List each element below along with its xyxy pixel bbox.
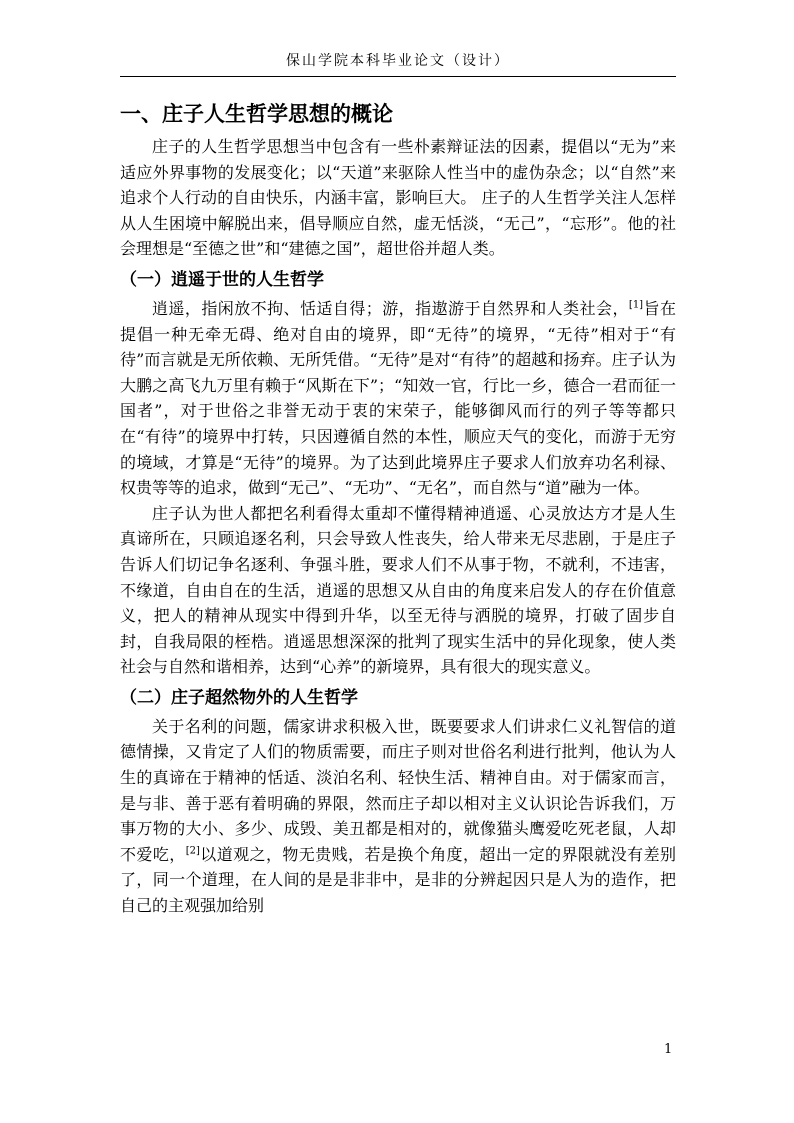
subsection-1-paragraph-1 bbox=[120, 296, 676, 501]
section-title: 一、庄子人生哲学思想的概论 bbox=[120, 102, 393, 126]
page-body bbox=[120, 98, 676, 919]
subsection-1-paragraph-2: 庄子认为世人都把名利看得太重却不懂得精神逍遥、心灵放达方才是人生真谛所在，只顾追逐名利，只会导致人性丧失，给人带来无尽悲剧，于是庄子告诉人们切记争名逐利、争强斗胜，要求人们不从事于物，不就利，不违害，不缘道，自由自在的生活，逍遥的思想又从自由的角度来启发人的存在价值意义，把人的精神从现实中得到升华，以至无待与洒脱的境界，打破了固步自封，自我局限的桎梏。逍遥思想深深的批判了现实生活中的异化现象，使人类社会与自然和谐相养，达到“心养”的新境界，具有很大的现实意义。 bbox=[120, 503, 676, 677]
subsection-2-paragraph-1 bbox=[120, 714, 676, 919]
running-header: 保山学院本科毕业论文（设计） bbox=[286, 53, 510, 69]
paragraph-text: 关于名利的问题，儒家讲求积极入世，既要要求人们讲求仁义礼智信的道德情操，又肯定了人们的物质需要，而庄子则对世俗名利进行批判，他认为人生的真谛在于精神的恬适、淡泊名利、轻快生活、精神自由。对于儒家而言，是与非、善于恶有着明确的界限，然而庄子却以相对主义认识论告诉我们，万事万物的大小、多少、成毁、美丑都是相对的，就像猫头鹰爱吃死老鼠，人却不爱吃， bbox=[120, 716, 676, 864]
paragraph-text: 逍遥，指闲放不拘、恬适自得；游，指遨游于自然界和人类社会， bbox=[152, 298, 629, 318]
citation-ref-2: [2] bbox=[185, 845, 200, 857]
paragraph-text: 以道观之，物无贵贱，若是换个角度，超出一定的界限就没有差别了，同一个道理，在人间的是是非非中，是非的分辨起因只是人为的造作，把自己的主观强加给别 bbox=[120, 844, 676, 916]
paragraph-text: 旨在提倡一种无牵无碍、绝对自由的境界，即“无待”的境界，“无待”相对于“有待”而言就是无所依赖、无所凭借。“无待”是对“有待”的超越和扬弃。庄子认为大鹏之高飞九万里有赖于“风斯在下”；“知效一官，行比一乡，德合一君而征一国者”，对于世俗之非誉无动于衷的宋荣子，能够御风而行的列子等等都只在“有待”的境界中打转，只因遵循自然的本性，顺应天气的变化，而游于无穷的境域，才算是“无待”的境界。为了达到此境界庄子要求人们放弃功名利禄、权贵等等的追求，做到“无己”、“无功”、“无名”，而自然与“道”融为一体。 bbox=[120, 298, 676, 498]
citation-ref-1: [1] bbox=[628, 299, 644, 311]
intro-paragraph: 庄子的人生哲学思想当中包含有一些朴素辩证法的因素，提倡以“无为”来适应外界事物的发展变化；以“天道”来驱除人性当中的虚伪杂念；以“自然”来追求个人行动的自由快乐，内涵丰富，影响巨大。 庄子的人生哲学关注人怎样从人生困境中解脱出来，倡导顺应自然，虚无恬淡，“无己”，“忘形”。他的社会理想是“至德之世”和“建德之国”，超世俗并超人类。 bbox=[120, 137, 676, 259]
page-number: 1 bbox=[664, 1042, 673, 1057]
subsection-title-1: （一）逍遥于世的人生哲学 bbox=[120, 269, 324, 290]
header-rule bbox=[120, 76, 676, 77]
subsection-title-2: （二）庄子超然物外的人生哲学 bbox=[120, 687, 358, 708]
